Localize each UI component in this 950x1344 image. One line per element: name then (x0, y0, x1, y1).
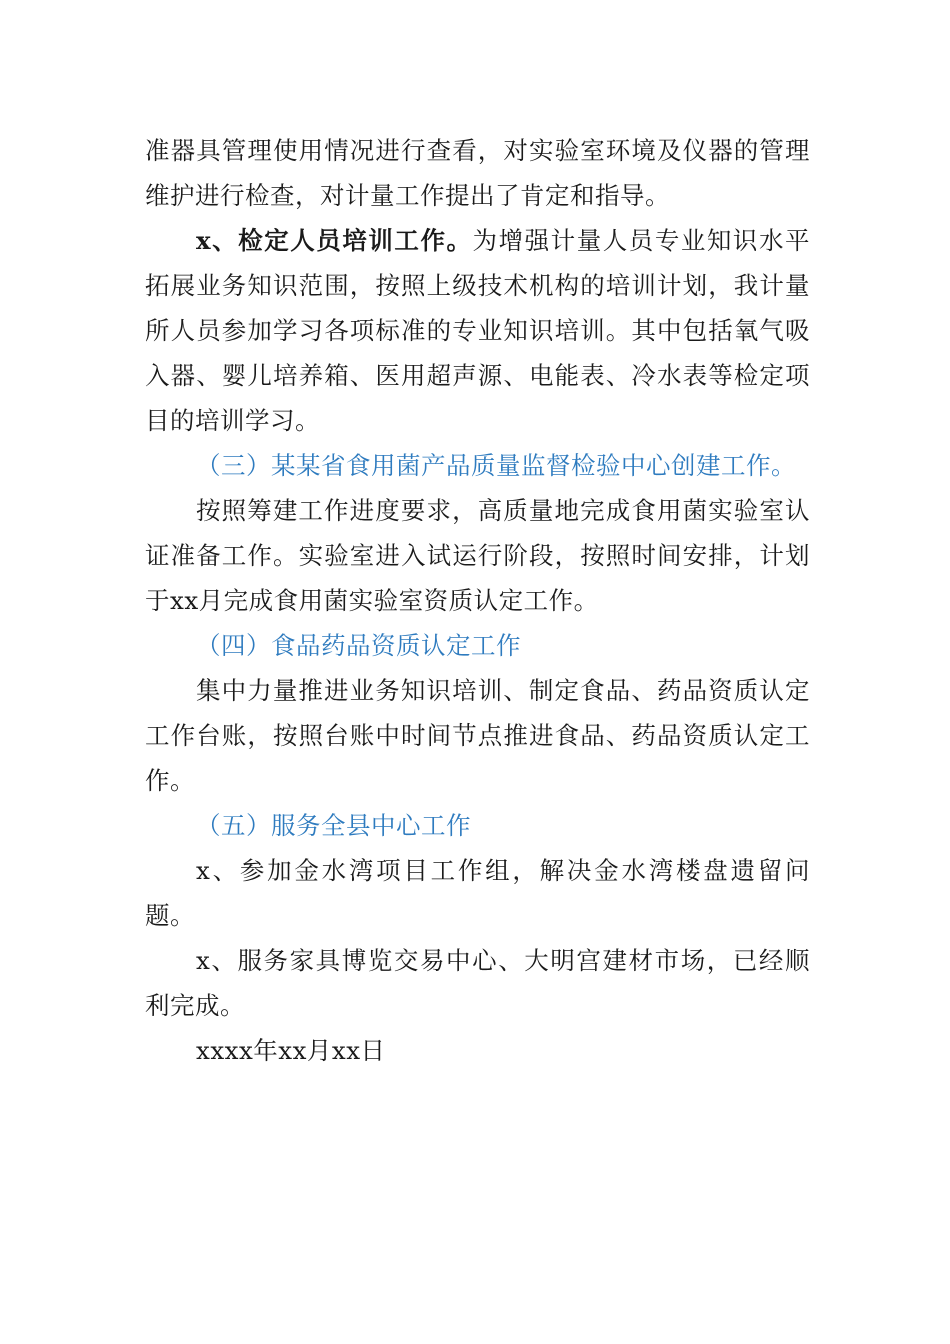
paragraph-mushroom-center: 按照筹建工作进度要求，高质量地完成食用菌实验室认证准备工作。实验室进入试运行阶段，按照时间安排，计划于xx月完成食用菌实验室资质认定工作。 (145, 496, 810, 615)
paragraph-food-drug: 集中力量推进业务知识培训、制定食品、药品资质认定工作台账，按照台账中时间节点推进食品、药品资质认定工作。 (145, 676, 810, 795)
document-date: xxxx年xx月xx日 (196, 1036, 386, 1065)
section-heading-three: （三）某某省食用菌产品质量监督检验中心创建工作。 (196, 451, 796, 480)
paragraph-jinshuiwan: x、参加金水湾项目工作组，解决金水湾楼盘遗留问题。 (145, 856, 810, 930)
training-body: 为增强计量人员专业知识水平拓展业务知识范围，按照上级技术机构的培训计划，我计量所人员参加学习各项标准的专业知识培训。其中包括氧气吸入器、婴儿培养箱、医用超声源、电能表、冷水表等检定项目的培训学习。 (145, 226, 811, 435)
training-lead-heading: x、检定人员培训工作。 (196, 226, 473, 255)
section-heading-five: （五）服务全县中心工作 (196, 811, 471, 840)
paragraph-continuation: 准器具管理使用情况进行查看，对实验室环境及仪器的管理维护进行检查，对计量工作提出了肯定和指导。 (145, 136, 810, 210)
section-heading-four: （四）食品药品资质认定工作 (196, 631, 521, 660)
paragraph-furniture-expo: x、服务家具博览交易中心、大明宫建材市场，已经顺利完成。 (145, 946, 810, 1020)
paragraph-training (145, 218, 810, 443)
document-body (145, 128, 810, 1073)
